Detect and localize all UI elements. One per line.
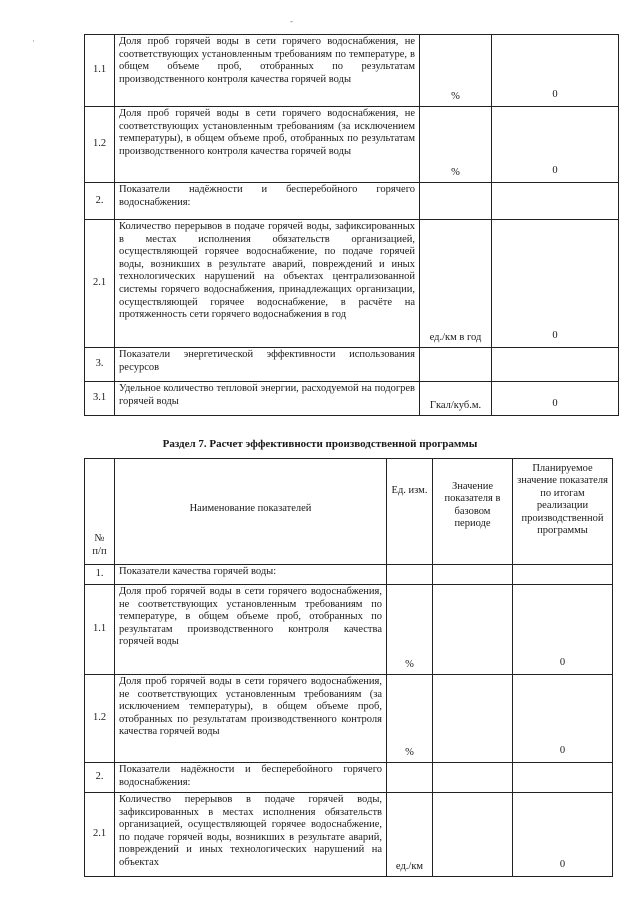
row-number: 2.1 [85,220,115,348]
base-value-cell [433,763,513,793]
unit-cell: % [387,675,433,763]
indicator-name: Удельное количество тепловой энергии, расходуемой на подогрев горячей воды [115,382,420,416]
unit-cell [420,348,492,382]
planned-value-cell: 0 [513,793,613,877]
table-row [85,348,619,382]
value-cell [492,183,619,220]
table-row [85,585,613,675]
planned-value-cell: 0 [513,675,613,763]
upper-indicators-table [84,34,619,416]
unit-cell [387,763,433,793]
scan-dot: · [32,36,35,46]
indicator-name: Доля проб горячей воды в сети горячего водоснабжения, не соответствующих установленным требованиям по температуре, в общем объеме проб, отобранных по результатам производственного контроля качества горячей воды [115,35,420,107]
unit-cell: ед./км в год [420,220,492,348]
row-number: 3.1 [85,382,115,416]
value-cell [492,348,619,382]
indicator-name: Доля проб горячей воды в сети горячего водоснабжения, не соответствующих установленным требованиям по температуре, в общем объеме проб, отобранных по результатам производственного контроля качества горячей воды [115,585,387,675]
indicator-name: Количество перерывов в подаче горячей воды, зафиксированных в местах исполнения обязательств организацией, осуществляющей горячее водоснабжение, по подаче горячей воды, возникших в результате аварий, повреждений и иных технологических нарушений на объектах централизованной системы горячего водоснабжения, принадлежащих организации, осуществляющей горячее водоснабжение, в расчёте на протяженность сети горячего водоснабжения в год [115,220,420,348]
value-cell: 0 [492,35,619,107]
unit-cell [420,183,492,220]
row-number: 2.1 [85,793,115,877]
efficiency-table [84,458,613,877]
planned-value-cell [513,565,613,585]
base-value-cell [433,675,513,763]
header-number: № п/п [85,459,115,565]
table-row [85,382,619,416]
indicator-name: Показатели надёжности и бесперебойного горячего водоснабжения: [115,183,420,220]
row-number: 1.1 [85,35,115,107]
indicator-name: Показатели надёжности и бесперебойного горячего водоснабжения: [115,763,387,793]
value-cell: 0 [492,382,619,416]
unit-cell: Гкал/куб.м. [420,382,492,416]
table-row [85,35,619,107]
header-unit: Ед. изм. [387,459,433,565]
indicator-name: Доля проб горячей воды в сети горячего водоснабжения, не соответствующих установленным требованиям (за исключением температуры), в общем объеме проб, отобранных по результатам производственного контроля качества горячей воды [115,675,387,763]
row-number: 1. [85,565,115,585]
row-number: 1.2 [85,675,115,763]
header-planned-value: Планируемое значение показателя по итогам реализации производственной программы [513,459,613,565]
row-number: 3. [85,348,115,382]
table-row [85,565,613,585]
table-header-row [85,459,613,565]
base-value-cell [433,585,513,675]
unit-cell [387,565,433,585]
table-row [85,675,613,763]
header-base-value: Значение показателя в базовом периоде [433,459,513,565]
unit-cell: ед./км [387,793,433,877]
unit-cell: % [420,35,492,107]
base-value-cell [433,565,513,585]
table-row [85,220,619,348]
unit-cell: % [420,107,492,183]
table-row [85,107,619,183]
planned-value-cell: 0 [513,585,613,675]
row-number: 1.1 [85,585,115,675]
unit-cell: % [387,585,433,675]
table-row [85,763,613,793]
value-cell: 0 [492,220,619,348]
value-cell: 0 [492,107,619,183]
indicator-name: Количество перерывов в подаче горячей воды, зафиксированных в местах исполнения обязательств организацией, осуществляющей горячее водоснабжение, по подаче горячей воды, возникших в результате аварий, повреждений и иных технологических нарушений на объектах [115,793,387,877]
planned-value-cell [513,763,613,793]
indicator-name: Показатели качества горячей воды: [115,565,387,585]
base-value-cell [433,793,513,877]
scan-mark: - [290,16,293,26]
row-number: 2. [85,763,115,793]
row-number: 2. [85,183,115,220]
section-title: Раздел 7. Расчет эффективности производственной программы [162,438,478,450]
table-row [85,793,613,877]
row-number: 1.2 [85,107,115,183]
table-row [85,183,619,220]
indicator-name: Показатели энергетической эффективности использования ресурсов [115,348,420,382]
header-name: Наименование показателей [115,459,387,565]
indicator-name: Доля проб горячей воды в сети горячего водоснабжения, не соответствующих установленным требованиям (за исключением температуры), в общем объеме проб, отобранных по результатам производственного контроля качества горячей воды [115,107,420,183]
